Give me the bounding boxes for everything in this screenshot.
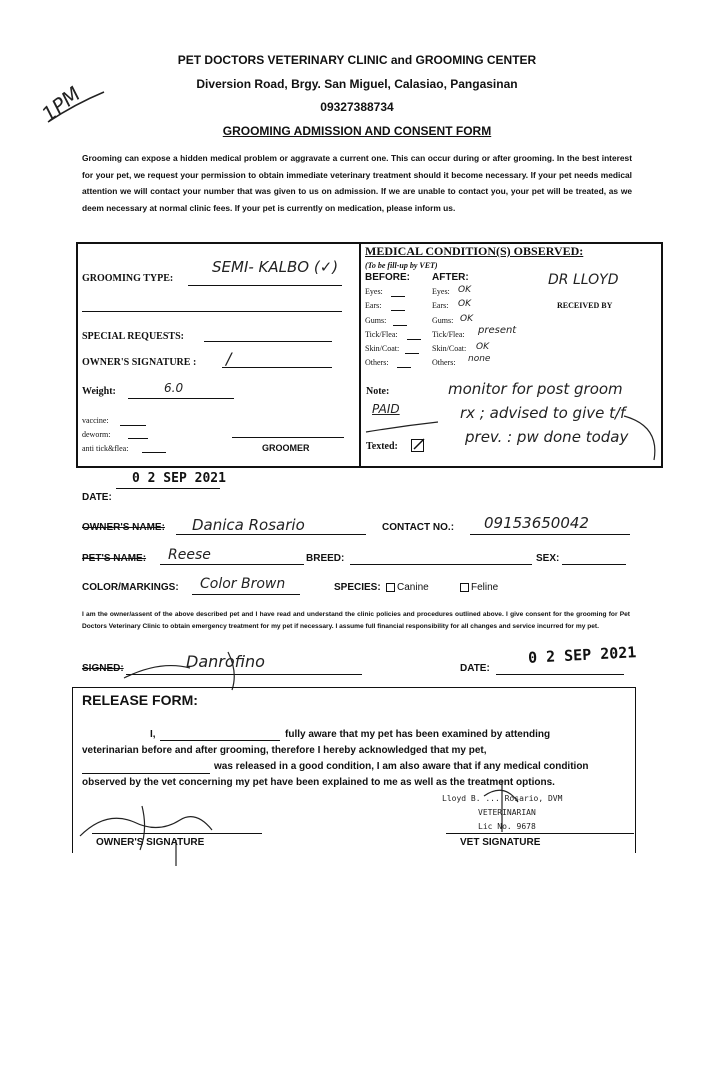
- anti-tick-line: [142, 452, 166, 453]
- pets-name-value: Reese: [168, 547, 211, 563]
- row-after-eyes: Eyes:: [432, 287, 450, 296]
- date2-label: DATE:: [460, 663, 490, 674]
- note-strokes: [362, 408, 662, 468]
- release-i-label: I,: [150, 729, 156, 740]
- owner-signature-strokes: [76, 800, 226, 870]
- after-label: AFTER:: [432, 272, 469, 283]
- pets-name-label-text: PET'S NAME:: [82, 553, 147, 564]
- medical-subtitle: (To be fill-up by VET): [365, 261, 438, 270]
- medical-title: MEDICAL CONDITION(S) OBSERVED:: [365, 244, 584, 258]
- anti-tick-label: anti tick&flea:: [82, 444, 129, 453]
- row-value-skin: OK: [476, 342, 489, 352]
- species-canine[interactable]: [386, 582, 429, 593]
- species-label: SPECIES:: [334, 582, 381, 593]
- date-label: DATE:: [82, 492, 112, 503]
- consent-paragraph: I am the owner/assent of the above described pet and I have read and understand the clinic policies and procedures outlined above. I give consent for the grooming for Pet Doctors Veterinary Clinic to obtain emergency treatment for my pet if necessary. I assume full financial responsibility for all changes and service incurred for my pet.: [82, 611, 630, 630]
- row-value-gums: OK: [460, 314, 473, 324]
- row-before-tick: Tick/Flea:: [365, 330, 398, 339]
- clinic-name: PET DOCTORS VETERINARY CLINIC and GROOMING CENTER: [177, 53, 537, 67]
- signature-strokes: [120, 648, 300, 692]
- clinic-address: Diversion Road, Brgy. San Miguel, Calasiao, Pangasinan: [196, 77, 518, 91]
- row-value-eyes: OK: [458, 285, 471, 295]
- row-after-gums: Gums:: [432, 316, 454, 325]
- vaccine-line: [120, 425, 146, 426]
- row-before-gums: Gums:: [365, 316, 387, 325]
- contact-value: 09153650042: [484, 514, 589, 532]
- release-text-2: veterinarian before and after grooming, therefore I hereby acknowledged that my pet,: [82, 745, 487, 756]
- vet-sig-line: [446, 833, 634, 834]
- owners-name-value: Danica Rosario: [192, 516, 305, 534]
- row-after-ears: Ears:: [432, 301, 449, 310]
- owners-name-label: [82, 522, 165, 533]
- vet-stamp-lic: Lic No. 9678: [478, 822, 536, 831]
- row-value-tick: present: [478, 325, 517, 336]
- grooming-type-line: [188, 285, 342, 286]
- owner-sig-label: OWNER'S SIGNATURE: [96, 837, 205, 848]
- date-line: [116, 488, 220, 489]
- canine-checkbox[interactable]: [386, 583, 395, 592]
- row-before-ears: Ears:: [365, 301, 382, 310]
- breed-label: BREED:: [306, 553, 345, 564]
- row-value-ears: OK: [458, 299, 471, 309]
- pets-name-label: [82, 553, 146, 564]
- contact-label: CONTACT NO.:: [382, 522, 455, 533]
- species-feline[interactable]: [460, 582, 498, 593]
- release-title: RELEASE FORM:: [82, 692, 198, 708]
- note-line-1: monitor for post groom: [448, 380, 623, 398]
- vet-sig-label: VET SIGNATURE: [460, 837, 541, 848]
- release-text-3: was released in a good condition, I am also aware that if any medical condition: [214, 761, 589, 772]
- signed-label: [82, 663, 124, 674]
- date2-line: [496, 674, 624, 675]
- release-name-line: [160, 740, 280, 741]
- weight-value: 6.0: [164, 381, 184, 395]
- owners-signature-label: OWNER'S SIGNATURE :: [82, 357, 197, 368]
- form-title: GROOMING ADMISSION AND CONSENT FORM: [222, 124, 492, 138]
- owners-name-line: [176, 534, 366, 535]
- box-divider: [359, 242, 361, 468]
- vet-stamp-role: VETERINARIAN: [478, 808, 536, 817]
- row-after-tick: Tick/Flea:: [432, 330, 465, 339]
- signed-value: Danrofino: [186, 652, 265, 671]
- note-label: Note:: [366, 386, 390, 397]
- color-line: [192, 594, 300, 595]
- breed-line: [350, 564, 532, 565]
- color-label: COLOR/MARKINGS:: [82, 582, 179, 593]
- release-pet-line: [82, 773, 210, 774]
- owners-signature-line: [222, 367, 332, 368]
- received-by-label: RECEIVED BY: [557, 301, 613, 310]
- row-before-eyes: Eyes:: [365, 287, 383, 296]
- before-label: BEFORE:: [365, 272, 410, 283]
- vet-stamp-name: Lloyd B. ... Rosario, DVM: [442, 794, 563, 803]
- release-text-1: fully aware that my pet has been examined by attending: [285, 729, 551, 740]
- groomer-label: GROOMER: [262, 443, 310, 453]
- weight-label: Weight:: [82, 386, 116, 397]
- feline-checkbox[interactable]: [460, 583, 469, 592]
- grooming-blank-line: [82, 311, 342, 312]
- pets-name-line: [160, 564, 304, 565]
- signed-label-text: SIGNED:: [82, 663, 124, 674]
- special-requests-label: SPECIAL REQUESTS:: [82, 331, 184, 342]
- clinic-phone: 09327388734: [320, 100, 394, 114]
- deworm-label: deworm:: [82, 430, 111, 439]
- row-before-others: Others:: [365, 358, 389, 367]
- contact-line: [470, 534, 630, 535]
- grooming-type-value: SEMI- KALBO (✓): [212, 258, 339, 276]
- row-before-skin: Skin/Coat:: [365, 344, 400, 353]
- owners-name-label-text: OWNER'S NAME:: [82, 522, 165, 533]
- color-value: Color Brown: [200, 576, 286, 592]
- release-text-4: observed by the vet concerning my pet have been explained to me as well as the treatment options.: [82, 777, 555, 788]
- owners-signature-value: /: [226, 349, 232, 368]
- check-icon: [411, 437, 427, 453]
- feline-label: Feline: [471, 582, 499, 593]
- groomer-line: [232, 437, 344, 438]
- sex-label: SEX:: [536, 553, 560, 564]
- row-after-others: Others:: [432, 358, 456, 367]
- grooming-type-label: GROOMING TYPE:: [82, 273, 174, 284]
- sex-line: [562, 564, 626, 565]
- date2-stamp: 0 2 SEP 2021: [527, 643, 637, 667]
- row-after-skin: Skin/Coat:: [432, 344, 467, 353]
- deworm-line: [128, 438, 148, 439]
- time-note: 1PM: [37, 81, 85, 127]
- row-value-others: none: [468, 354, 491, 364]
- vaccine-label: vaccine:: [82, 416, 109, 425]
- date-stamp: 0 2 SEP 2021: [132, 471, 226, 486]
- note-line-2: rx ; advised to give t/f: [460, 404, 626, 422]
- intro-paragraph: Grooming can expose a hidden medical problem or aggravate a current one. This can occur during or after grooming. In the best interest for your pet, we request your permission to obtain immediate veterinary treatment should it become necessary. If your pet needs medical attention we will contact your number that was given to us on admission. If we are unable to contact you, your pet will be treated, as we deem necessary at normal clinic fees. If your pet is currently on medication, please inform us.: [82, 153, 632, 213]
- note-paid: PAID: [372, 402, 400, 416]
- special-requests-line: [204, 341, 332, 342]
- note-line-3: prev. : pw done today: [465, 428, 629, 446]
- vet-signature-strokes: [478, 776, 528, 836]
- canine-label: Canine: [397, 582, 429, 593]
- weight-line: [128, 398, 234, 399]
- texted-label: Texted:: [366, 441, 398, 452]
- received-by-value: DR LLOYD: [548, 272, 619, 288]
